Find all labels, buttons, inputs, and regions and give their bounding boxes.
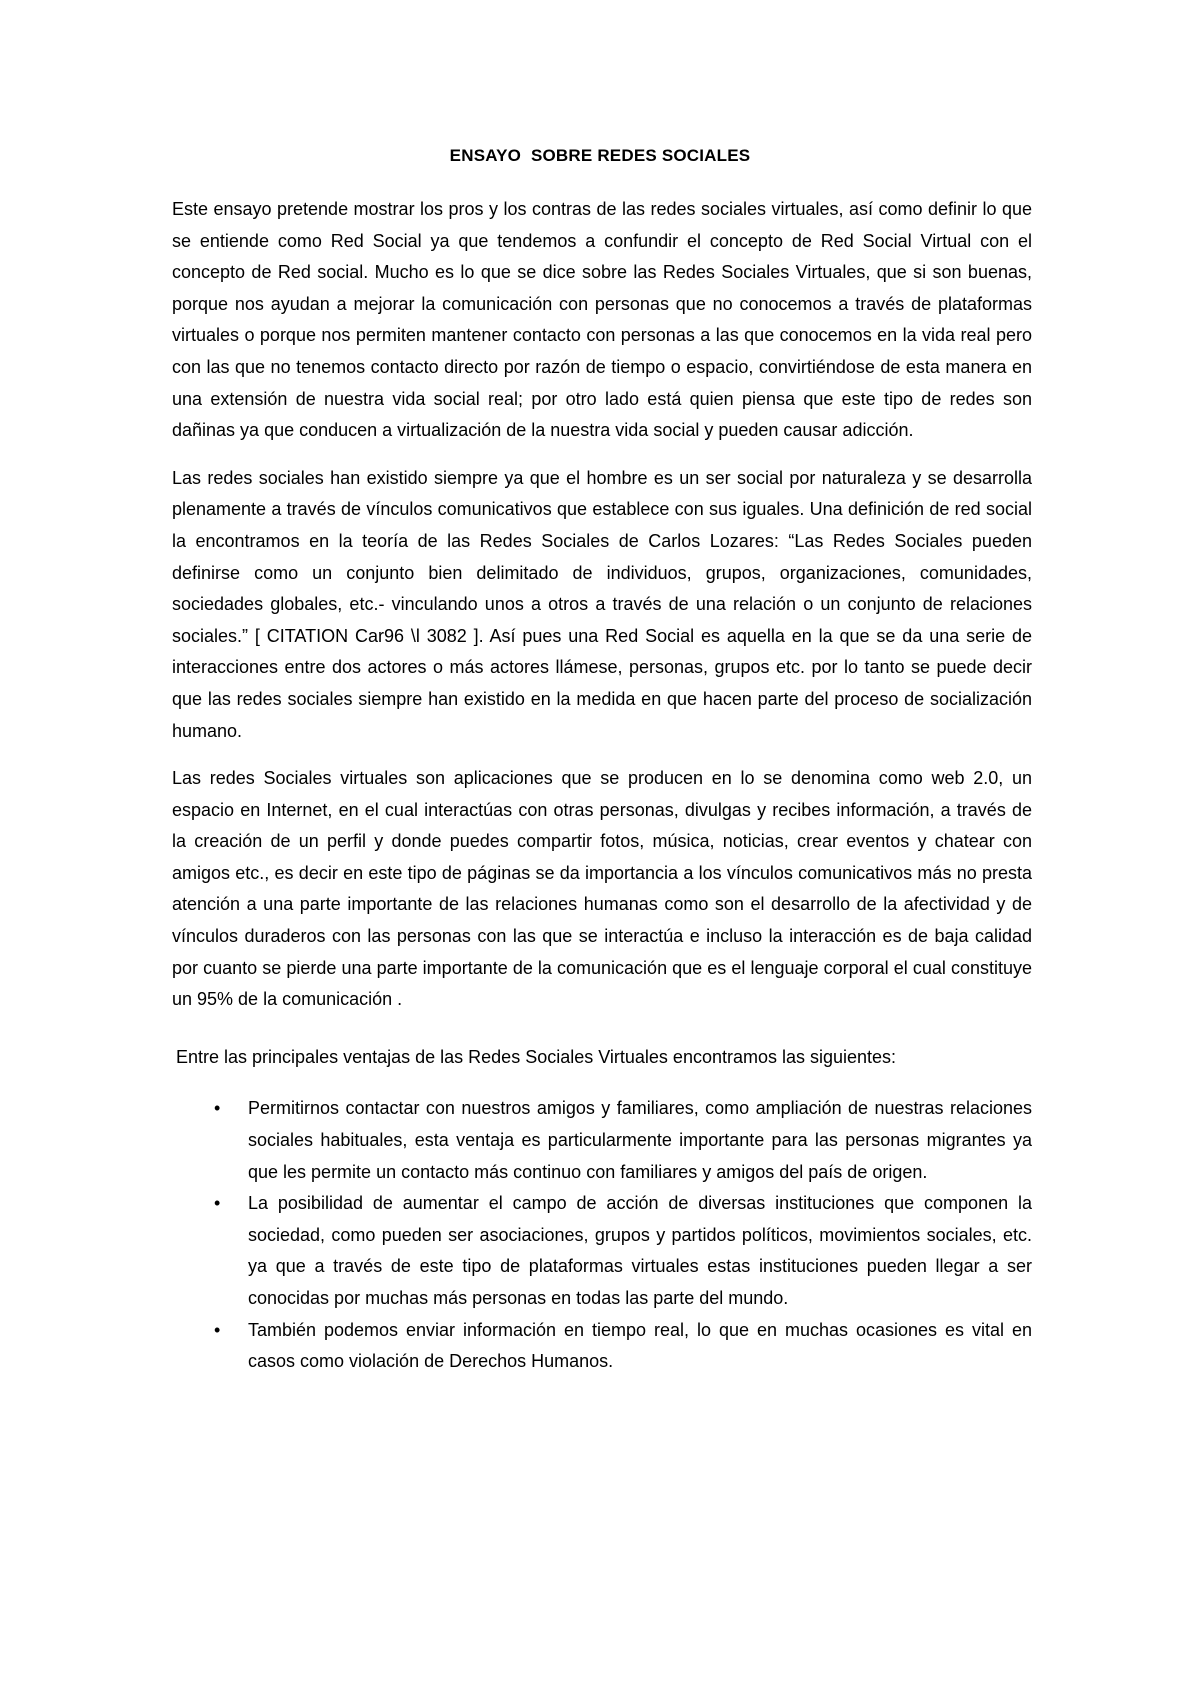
paragraph-introduction: Este ensayo pretende mostrar los pros y los contras de las redes sociales virtuales, así como definir lo que se entiende como Red Social ya que tendemos a confundir el concepto de Red Social Virtual con el concepto de Red social. Mucho es lo que se dice sobre las Redes Sociales Virtuales, que si son buenas, porque nos ayudan a mejorar la comunicación con personas que no conocemos a través de plataformas virtuales o porque nos permiten mantener contacto con personas a las que conocemos en la vida real pero con las que no tenemos contacto directo por razón de tiempo o espacio, convirtiéndose de esta manera en una extensión de nuestra vida social real; por otro lado está quien piensa que este tipo de redes son dañinas ya que conducen a virtualización de la nuestra vida social y pueden causar adicción. <box>172 199 1032 441</box>
list-item-text: También podemos enviar información en tiempo real, lo que en muchas ocasiones es vital en casos como violación de Derechos Humanos. <box>248 1319 1032 1372</box>
list-intro: Entre las principales ventajas de las Redes Sociales Virtuales encontramos las siguientes: <box>176 1046 897 1067</box>
bullet-icon: • <box>214 1193 221 1214</box>
document-title: ENSAYO SOBRE REDES SOCIALES <box>449 146 751 165</box>
list-item <box>172 1188 1032 1314</box>
list-item <box>172 1093 1032 1188</box>
paragraph-definition: Las redes sociales han existido siempre ya que el hombre es un ser social por naturaleza y se desarrolla plenamente a través de vínculos comunicativos que establece con sus iguales. Una definición de red social la encontramos en la teoría de las Redes Sociales de Carlos Lozares: “Las Redes Sociales pueden definirse como un conjunto bien delimitado de individuos, grupos, organizaciones, comunidades, sociedades globales, etc.- vinculando unos a otros a través de una relación o un conjunto de relaciones sociales.” [ CITATION Car96 \l 3082 ]. Así pues una Red Social es aquella en la que se da una serie de interacciones entre dos actores o más actores llámese, personas, grupos etc. por lo tanto se puede decir que las redes sociales siempre han existido en la medida en que hacen parte del proceso de socialización humano. <box>172 467 1032 741</box>
paragraph-virtual-networks: Las redes Sociales virtuales son aplicaciones que se producen en lo se denomina como web 2.0, un espacio en Internet, en el cual interactúas con otras personas, divulgas y recibes información, a través de la creación de un perfil y donde puedes compartir fotos, música, noticias, crear eventos y chatear con amigos etc., es decir en este tipo de páginas se da importancia a los vínculos comunicativos más no presta atención a una parte importante de las relaciones humanas como son el desarrollo de la afectividad y de vínculos duraderos con las personas con las que se interactúa e incluso la interacción es de baja calidad por cuanto se pierde una parte importante de la comunicación que es el lenguaje corporal el cual constituye un 95% de la comunicación . <box>172 768 1032 1010</box>
bullet-icon: • <box>214 1319 221 1340</box>
bullet-icon: • <box>214 1098 221 1119</box>
document-body <box>172 194 1032 1378</box>
list-item-text: La posibilidad de aumentar el campo de acción de diversas instituciones que componen la sociedad, como pueden ser asociaciones, grupos y partidos políticos, movimientos sociales, etc. ya que a través de este tipo de plataformas virtuales estas instituciones pueden llegar a ser conocidas por muchas más personas en todas las parte del mundo. <box>248 1193 1032 1308</box>
advantages-list <box>172 1093 1032 1377</box>
list-item <box>172 1315 1032 1378</box>
list-item-text: Permitirnos contactar con nuestros amigos y familiares, como ampliación de nuestras relaciones sociales habituales, esta ventaja es particularmente importante para las personas migrantes ya que les permite un contacto más continuo con familiares y amigos del país de origen. <box>248 1098 1032 1182</box>
